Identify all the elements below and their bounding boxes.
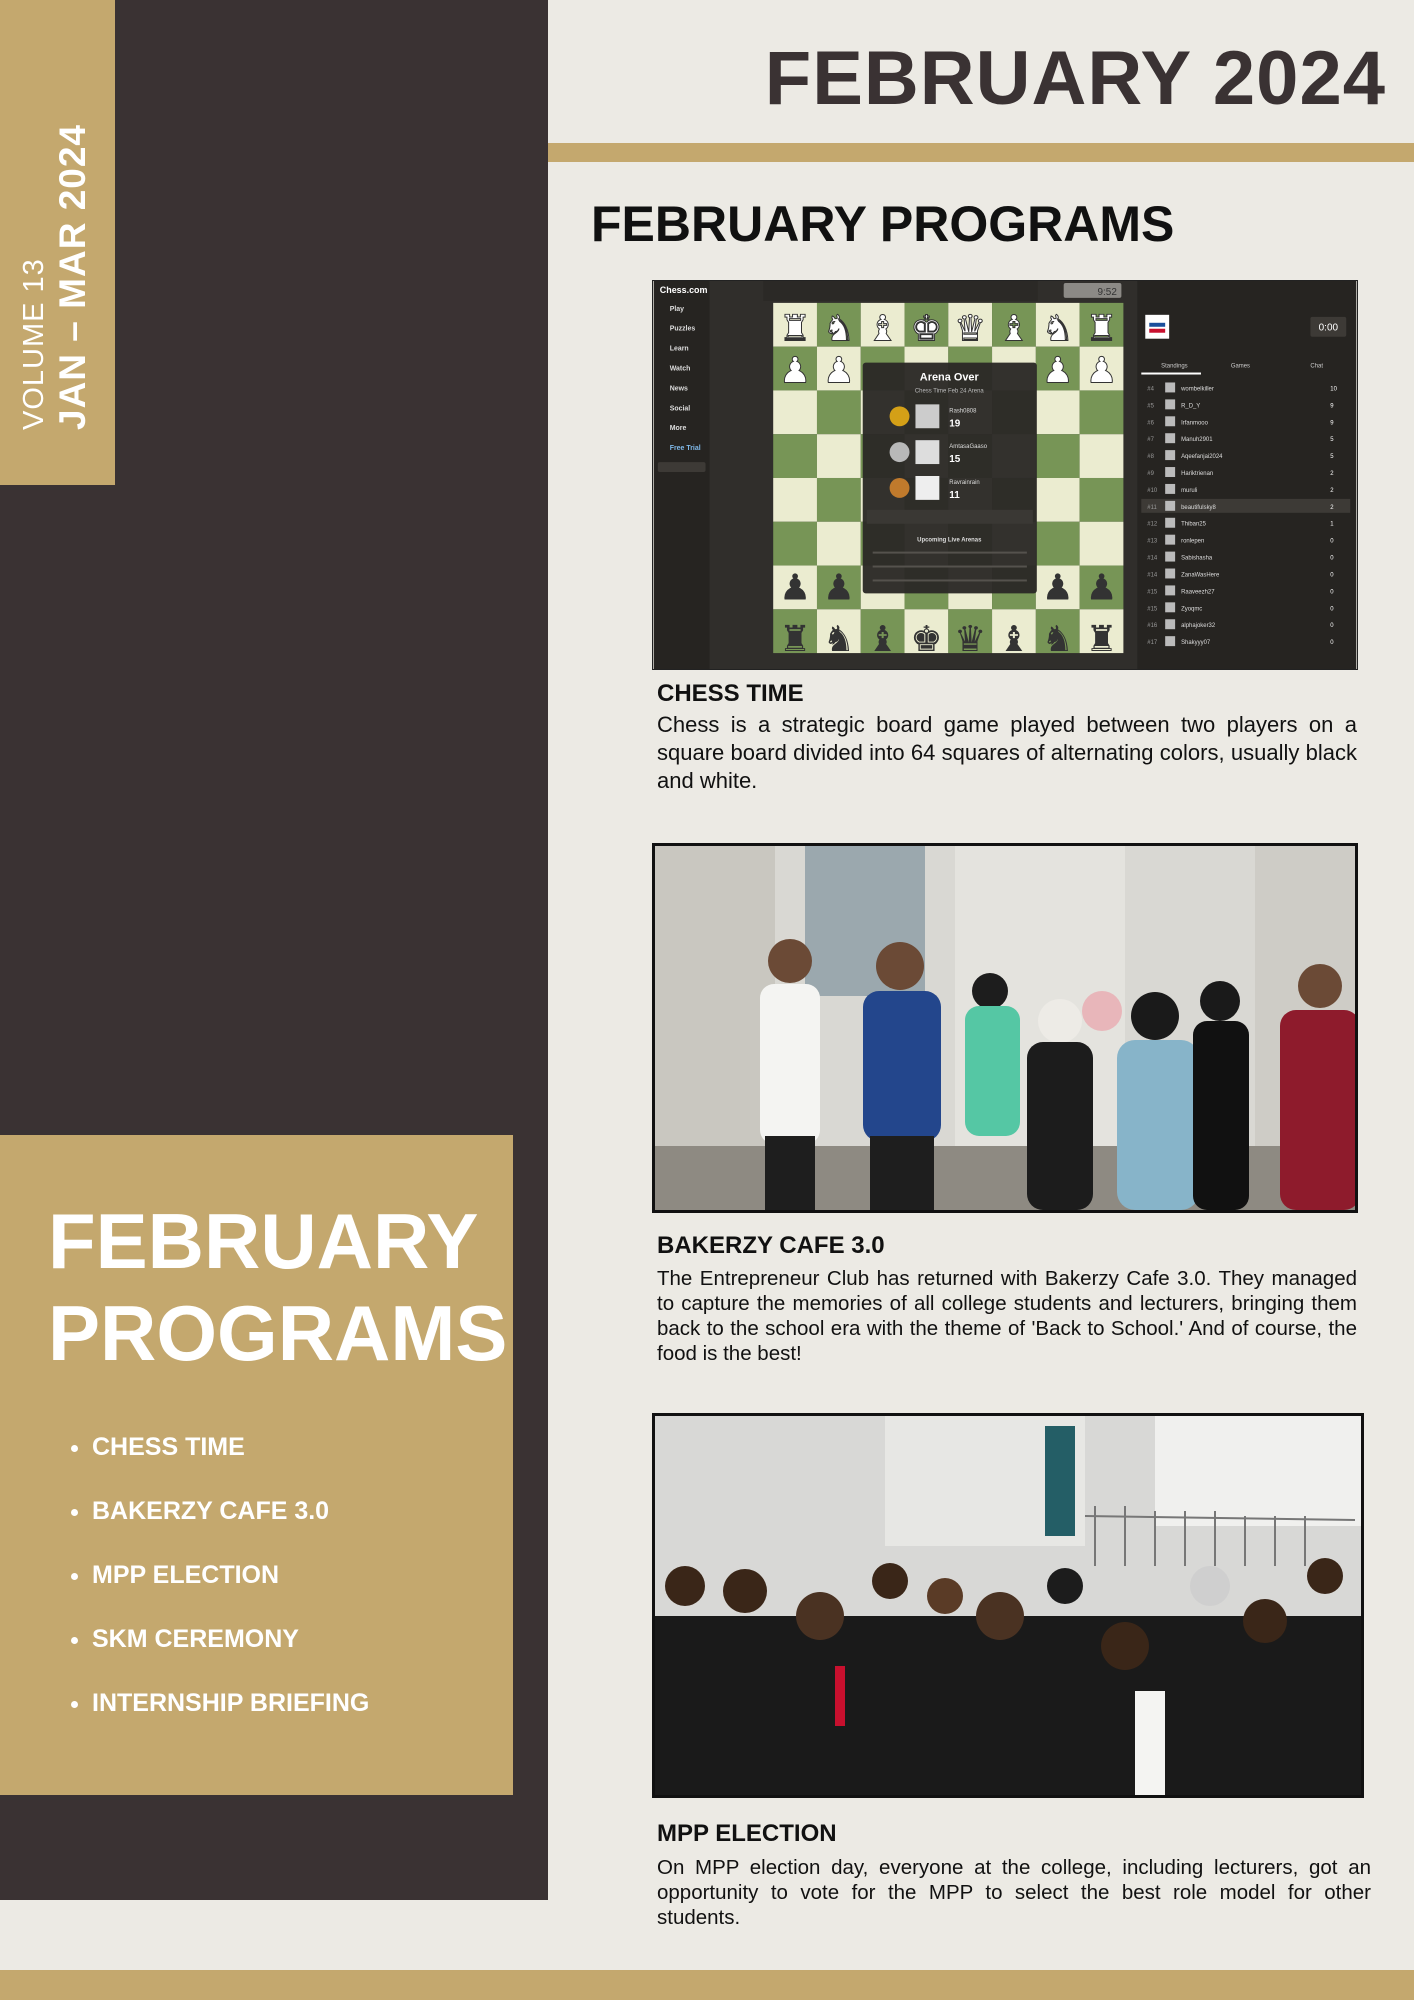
standings-avatar [1165, 585, 1175, 595]
svg-text:♟: ♟ [1085, 350, 1118, 392]
program-item: • BAKERZY CAFE 3.0 [92, 1479, 369, 1543]
standings-rank: #13 [1147, 538, 1158, 545]
program-item: • CHESS TIME [92, 1415, 369, 1479]
svg-text:♟: ♟ [822, 350, 855, 392]
arena-over-title: Arena Over [919, 371, 979, 384]
standings-name: Sabishasha [1181, 555, 1213, 562]
mpp-election-photo [652, 1413, 1364, 1798]
standings-avatar [1165, 433, 1175, 443]
svg-text:♞: ♞ [1041, 619, 1074, 661]
board-square [1080, 390, 1124, 434]
podium-name: Ravrainrain [949, 479, 980, 486]
svg-text:♝: ♝ [866, 308, 899, 350]
article-text: On MPP election day, everyone at the college, including lecturers, got an opportunity to vote for the MPP to select the best role model for other students. [657, 1856, 1371, 1929]
chess-menu-item: More [669, 425, 687, 433]
standings-tab: Chat [1310, 363, 1324, 370]
standings-avatar [1165, 484, 1175, 494]
chess-menu-item: Puzzles [669, 325, 696, 333]
standings-score: 5 [1330, 437, 1334, 444]
arena-over-subtitle: Chess Time Feb 24 Arena [914, 388, 984, 395]
standings-row [1141, 499, 1350, 513]
standings-name: R_D_Y [1181, 403, 1201, 410]
mpp-photo-svg [655, 1416, 1361, 1795]
standings-avatar [1165, 399, 1175, 409]
standings-score: 2 [1330, 471, 1334, 477]
standings-score: 2 [1330, 487, 1334, 494]
standings-avatar [1165, 636, 1175, 646]
svg-text:♟: ♟ [1041, 567, 1074, 609]
svg-text:♜: ♜ [1085, 619, 1118, 661]
svg-text:♟: ♟ [1041, 350, 1074, 392]
svg-text:♟: ♟ [1085, 567, 1118, 609]
standings-rank: #14 [1147, 572, 1158, 579]
standings-score: 9 [1330, 420, 1334, 427]
svg-text:♝: ♝ [997, 619, 1031, 661]
programs-title: FEBRUARY PROGRAMS [48, 1197, 508, 1377]
board-square [1080, 522, 1124, 566]
volume-label: VOLUME 13 [18, 258, 50, 430]
standings-score: 2 [1330, 504, 1334, 511]
svg-text:♞: ♞ [822, 308, 855, 350]
standings-rank: #5 [1147, 403, 1154, 410]
standings-rank: #16 [1147, 623, 1158, 630]
standings-rank: #14 [1147, 555, 1158, 562]
board-square [1036, 390, 1080, 434]
arena-over-dialog [863, 363, 1037, 594]
podium-score: 19 [949, 418, 961, 430]
svg-text:♝: ♝ [997, 308, 1031, 350]
standings-rank: #7 [1147, 437, 1154, 444]
standings-avatar [1165, 467, 1175, 477]
chess-menu-item: Play [669, 305, 685, 313]
standings-rank: #8 [1147, 454, 1154, 461]
standings-name: ZanaWasHere [1181, 572, 1220, 579]
standings-name: Irfanmooo [1181, 420, 1208, 427]
standings-name: ronlepen [1181, 538, 1205, 545]
podium-score: 11 [949, 489, 960, 501]
chess-menu-item: Learn [669, 345, 689, 353]
bakerzy-photo-svg [655, 846, 1355, 1210]
svg-text:♞: ♞ [1041, 308, 1074, 350]
program-item: • INTERNSHIP BRIEFING [92, 1671, 369, 1735]
standings-name: Shakyyy07 [1181, 640, 1211, 647]
standings-avatar [1165, 552, 1175, 562]
standings-score: 0 [1330, 555, 1334, 562]
standings-rank: #17 [1147, 640, 1158, 647]
svg-text:♝: ♝ [866, 619, 899, 661]
standings-avatar [1165, 382, 1175, 392]
article-title: CHESS TIME [657, 680, 804, 707]
standings-score: 10 [1330, 386, 1337, 393]
svg-text:♟: ♟ [779, 567, 812, 609]
podium-name: AmtasaGaaso [949, 444, 988, 451]
month-heading: FEBRUARY 2024 [764, 36, 1386, 121]
board-square [817, 390, 861, 434]
standings-avatar [1165, 518, 1175, 528]
standings-score: 0 [1330, 606, 1334, 613]
svg-text:♚: ♚ [910, 619, 943, 661]
standings-score: 0 [1330, 572, 1334, 579]
standings-name: Thiban25 [1181, 521, 1206, 528]
standings-rank: #15 [1147, 589, 1158, 596]
chess-clock-top: 9:52 [1097, 286, 1117, 298]
board-square [773, 434, 817, 478]
standings-avatar [1165, 619, 1175, 629]
standings-name: alphajoker32 [1181, 623, 1216, 630]
volume-label-group [18, 123, 95, 430]
article-text: The Entrepreneur Club has returned with Bakerzy Cafe 3.0. They managed to capture the memories of all college students and lecturers, bringing them back to the school era with the theme of 'Back to School.' And of course, the food is the best! [657, 1267, 1357, 1365]
board-square [1036, 478, 1080, 522]
programs-list [62, 1415, 369, 1735]
board-square [773, 390, 817, 434]
chess-screenshot-svg [653, 281, 1357, 669]
chess-menu-item: News [669, 385, 688, 393]
chess-screenshot [652, 280, 1358, 670]
standings-score: 0 [1330, 589, 1334, 596]
standings-rank: #15 [1147, 606, 1158, 613]
standings-avatar [1165, 535, 1175, 545]
standings-name: Zyoqmc [1181, 606, 1203, 613]
standings-score: 1 [1330, 521, 1334, 528]
standings-score: 5 [1330, 454, 1334, 461]
standings-avatar [1165, 501, 1175, 511]
svg-text:♟: ♟ [779, 350, 812, 392]
standings-avatar [1165, 602, 1175, 612]
podium-name: Rash0808 [949, 408, 977, 415]
volume-tab [0, 0, 115, 485]
standings-avatar [1165, 569, 1175, 579]
chess-menu-item: Social [669, 405, 691, 413]
svg-text:♜: ♜ [1085, 308, 1118, 350]
svg-text:♞: ♞ [822, 619, 855, 661]
standings-name: Aqeefanjai2024 [1181, 454, 1223, 461]
board-square [773, 522, 817, 566]
article-title: BAKERZY CAFE 3.0 [657, 1232, 885, 1259]
board-square [1080, 478, 1124, 522]
chess-logo: Chess.com [659, 284, 708, 295]
standings-score: 0 [1330, 640, 1334, 647]
chess-menu-item: Watch [669, 365, 691, 373]
podium-score: 15 [949, 454, 961, 466]
upcoming-arenas: Upcoming Live Arenas [917, 537, 982, 544]
svg-text:♚: ♚ [910, 308, 943, 350]
standings-name: Raaveezh27 [1181, 589, 1215, 596]
standings-name: beautifulsky8 [1181, 504, 1216, 511]
standings-name: wombelkiller [1181, 386, 1214, 393]
header-rule [548, 143, 1414, 162]
board-square [1036, 434, 1080, 478]
chess-menu-item: Free Trial [669, 445, 701, 453]
board-square [817, 478, 861, 522]
svg-text:♛: ♛ [954, 308, 987, 350]
chess-clock-right: 0:00 [1318, 322, 1339, 334]
svg-text:♟: ♟ [822, 567, 855, 609]
board-square [817, 434, 861, 478]
svg-text:♜: ♜ [779, 619, 812, 661]
svg-text:♜: ♜ [779, 308, 812, 350]
board-square [773, 478, 817, 522]
board-square [1036, 522, 1080, 566]
standings-rank: #10 [1147, 487, 1158, 494]
standings-score: 0 [1330, 538, 1334, 545]
footer-rule [0, 1970, 1414, 2000]
standings-avatar [1165, 416, 1175, 426]
standings-name: Hariktrienan [1181, 471, 1214, 477]
article-title: MPP ELECTION [657, 1820, 837, 1847]
standings-rank: #11 [1147, 504, 1157, 511]
programs-box [0, 1135, 513, 1795]
program-item: • SKM CEREMONY [92, 1607, 369, 1671]
svg-text:♛: ♛ [954, 619, 987, 661]
standings-score: 9 [1330, 403, 1334, 410]
issue-range: JAN – MAR 2024 [52, 123, 93, 430]
standings-rank: #6 [1147, 420, 1154, 427]
standings-rank: #4 [1147, 386, 1154, 393]
standings-tab: Standings [1161, 363, 1188, 370]
board-square [817, 522, 861, 566]
board-square [1080, 434, 1124, 478]
standings-name: Manuh2901 [1181, 437, 1213, 444]
standings-avatar [1165, 450, 1175, 460]
standings-tab: Games [1230, 363, 1251, 370]
standings-rank: #9 [1147, 471, 1154, 477]
article-text: Chess is a strategic board game played between two players on a square board divided into 64 squares of alternating colors, usually black and white. [657, 712, 1357, 793]
program-item: • MPP ELECTION [92, 1543, 369, 1607]
standings-name: muruli [1181, 487, 1198, 494]
standings-rank: #12 [1147, 521, 1158, 528]
section-title: FEBRUARY PROGRAMS [591, 196, 1175, 252]
standings-score: 0 [1330, 623, 1334, 630]
bakerzy-cafe-photo [652, 843, 1358, 1213]
